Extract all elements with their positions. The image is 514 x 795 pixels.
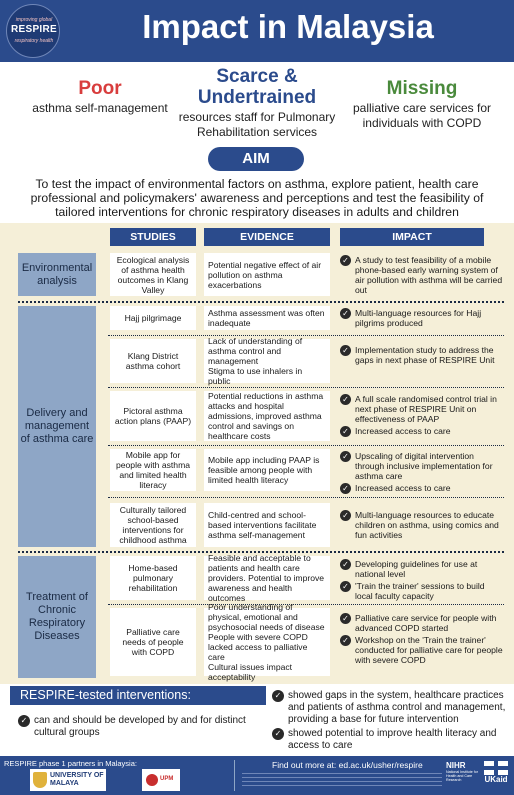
stat-text: palliative care services for individuals with COPD [352, 101, 492, 130]
group-divider [18, 301, 504, 303]
study-text: Klang District asthma cohort [125, 351, 181, 371]
evidence-cell [204, 553, 330, 603]
check-icon: ✓ [340, 426, 351, 437]
row-divider [108, 387, 504, 388]
study-text: Home-based pulmonary rehabilitation [128, 563, 178, 593]
impact-item [340, 483, 504, 493]
check-icon: ✓ [18, 715, 30, 727]
tested-right-list [272, 690, 508, 754]
impact-text: Multi-language resources for Hajj pilgrims produced [355, 308, 482, 328]
check-icon: ✓ [340, 394, 351, 405]
evidence-text: Mobile app including PAAP is feasible among people with limited health literacy [208, 455, 320, 485]
stat-text: resources staff for Pulmonary Rehabilitation services [178, 110, 336, 139]
check-icon: ✓ [340, 451, 351, 462]
study-text: Hajj pilgrimage [124, 313, 182, 323]
impact-item [340, 394, 504, 424]
study-text: Palliative care needs of people with COPD [122, 627, 184, 657]
impact-item [340, 613, 504, 633]
logo-tagline-bottom: respiratory health [14, 38, 54, 44]
impact-cell [340, 394, 504, 438]
stat-scarce [168, 66, 346, 140]
impact-item [340, 510, 504, 540]
aim-text: To test the impact of environmental factors on asthma, explore patient, health care professional and policymakers' awareness and perceptions and test the feasibility of tailored interventions for chronic respiratory diseases in adults and children [30, 177, 484, 219]
group-label-environmental: Environmental analysis [18, 253, 96, 296]
check-icon: ✓ [340, 345, 351, 356]
evidence-text: Asthma assessment was often inadequate [208, 308, 325, 328]
impact-text: Developing guidelines for use at national level [355, 559, 478, 579]
tested-text: showed potential to improve health literacy and access to care [288, 728, 497, 751]
study-text: Mobile app for people with asthma and limited health literacy [115, 450, 191, 490]
study-text: Culturally tailored school-based interventions for childhood asthma [119, 505, 187, 545]
evidence-text: Potential reductions in asthma attacks and hospital admissions, improved asthma control and savings on healthcare costs [208, 391, 324, 441]
funding-disclaimer [242, 773, 442, 791]
impact-cell [340, 255, 504, 297]
tested-text: showed gaps in the system, healthcare practices and patients of asthma control and management, providing a base for future intervention [288, 690, 506, 725]
impact-text: Upscaling of digital intervention through inclusive implementation for asthma care [355, 451, 493, 481]
impact-cell [340, 345, 504, 367]
study-cell [110, 608, 196, 676]
impact-item [340, 581, 504, 601]
nihr-name: NIHR [446, 761, 466, 770]
impact-item [340, 345, 504, 365]
evidence-cell [204, 306, 330, 330]
check-icon: ✓ [340, 581, 351, 592]
impact-text: A full scale randomised control trial in next phase of RESPIRE Unit on effectiveness of PAAP [355, 394, 497, 424]
impact-text: Workshop on the 'Train the trainer' conducted for palliative care for people with severe COPD [355, 635, 503, 665]
evidence-cell [204, 391, 330, 441]
check-icon: ✓ [340, 483, 351, 494]
study-cell [110, 391, 196, 441]
impact-item [340, 451, 504, 481]
find-out-more-link[interactable]: Find out more at: ed.ac.uk/usher/respire [272, 760, 423, 770]
impact-text: Multi-language resources to educate children on asthma, using comics and fun activities [355, 510, 499, 540]
evidence-cell [204, 602, 330, 682]
impact-item [340, 308, 504, 328]
stat-poor [20, 78, 180, 116]
stat-text: asthma self-management [32, 101, 168, 115]
impact-cell [340, 613, 504, 667]
nihr-subtitle: National Institute for Health and Care Research [446, 770, 478, 782]
upm-logo [142, 769, 180, 791]
study-cell [110, 306, 196, 330]
study-cell [110, 503, 196, 547]
row-divider [108, 497, 504, 498]
check-icon: ✓ [272, 728, 284, 740]
header-studies: STUDIES [110, 228, 196, 246]
tested-item [272, 690, 508, 726]
header-banner [0, 0, 514, 62]
impact-cell [340, 510, 504, 542]
evidence-cell [204, 503, 330, 547]
aim-label: AIM [208, 147, 304, 171]
logo-tagline-top: improving global [15, 17, 53, 23]
ukaid-name: UKaid [484, 775, 508, 784]
tested-item [18, 715, 268, 739]
university-name: UNIVERSITY OF MALAYA [50, 772, 104, 787]
impact-cell [340, 451, 504, 495]
impact-text: Increased access to care [355, 426, 451, 436]
evidence-text: Child-centred and school-based interventions facilitate asthma self-management [208, 510, 317, 540]
impact-cell [340, 308, 504, 330]
ukaid-logo [482, 761, 510, 784]
tested-item [272, 728, 508, 752]
evidence-cell [204, 336, 330, 386]
check-icon: ✓ [340, 255, 351, 266]
check-icon: ✓ [340, 613, 351, 624]
impact-item [340, 559, 504, 579]
upm-name: UPM [160, 776, 174, 782]
study-cell [110, 339, 196, 383]
stat-missing [336, 78, 508, 131]
impact-text: 'Train the trainer' sessions to build local faculty capacity [355, 581, 485, 601]
footer [0, 756, 514, 795]
group-label-treatment: Treatment of Chronic Respiratory Diseases [18, 556, 96, 678]
impact-item [340, 635, 504, 665]
university-of-malaya-logo [30, 769, 106, 791]
header-impact: IMPACT [340, 228, 484, 246]
evidence-text: Feasible and acceptable to patients and health care providers. Potential to improve awareness and health outcomes [208, 553, 325, 603]
impact-text: Palliative care service for people with advanced COPD started [355, 613, 497, 633]
stat-heading: Missing [386, 78, 458, 99]
union-flag-icon [484, 761, 508, 775]
nihr-logo [446, 761, 478, 782]
footer-divider [234, 760, 235, 791]
row-divider [108, 445, 504, 446]
stat-heading: Poor [78, 78, 122, 99]
stat-heading: Scarce & Undertrained [197, 66, 317, 108]
impact-text: A study to test feasibility of a mobile phone-based early warning system of air pollution with asthma will be carried out [355, 255, 503, 295]
partners-label: RESPIRE phase 1 partners in Malaysia: [4, 759, 137, 768]
study-text: Ecological analysis of asthma health outcomes in Klang Valley [116, 254, 190, 295]
study-text: Pictoral asthma action plans (PAAP) [114, 406, 192, 426]
evidence-cell [204, 253, 330, 296]
evidence-cell [204, 449, 330, 491]
respire-logo [6, 4, 60, 58]
evidence-text: Potential negative effect of air pollution on asthma exacerbations [208, 259, 322, 290]
check-icon: ✓ [340, 308, 351, 319]
check-icon: ✓ [340, 510, 351, 521]
impact-text: Implementation study to address the gaps in next phase of RESPIRE Unit [355, 345, 495, 365]
study-cell [110, 253, 196, 296]
logo-name: RESPIRE [10, 24, 57, 35]
check-icon: ✓ [340, 635, 351, 646]
header-evidence: EVIDENCE [204, 228, 330, 246]
evidence-text: Lack of understanding of asthma control and management Stigma to use inhalers in public [208, 336, 303, 386]
impact-cell [340, 559, 504, 603]
page-title: Impact in Malaysia [142, 8, 434, 45]
study-cell [110, 556, 196, 600]
impact-item [340, 426, 504, 436]
crest-icon [33, 772, 47, 788]
upm-mark-icon [146, 774, 158, 786]
check-icon: ✓ [340, 559, 351, 570]
study-cell [110, 449, 196, 491]
group-label-delivery: Delivery and management of asthma care [18, 306, 96, 547]
check-icon: ✓ [272, 690, 284, 702]
impact-item [340, 255, 504, 295]
impact-text: Increased access to care [355, 483, 451, 493]
tested-text: can and should be developed by and for distinct cultural groups [34, 715, 246, 738]
tested-left-list [18, 715, 268, 741]
tested-heading: RESPIRE-tested interventions: [10, 686, 266, 705]
evidence-text: Poor understanding of physical, emotional and psychosocial needs of disease People with severe COPD lacked access to palliative care Cultural issues impact acceptability [208, 602, 325, 682]
